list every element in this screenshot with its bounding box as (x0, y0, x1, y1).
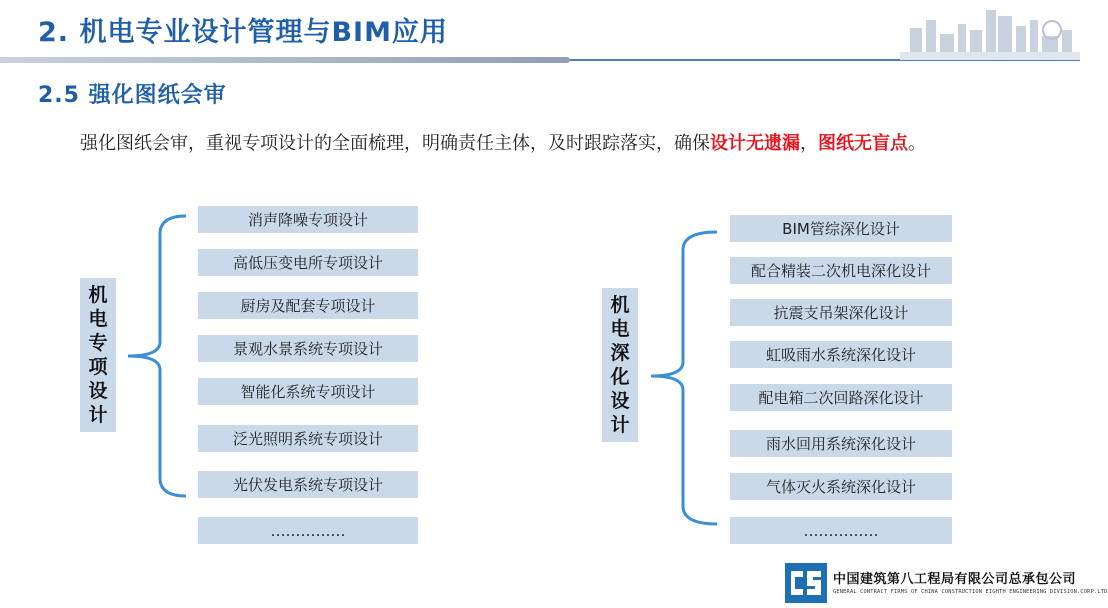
company-name-cn: 中国建筑第八工程局有限公司总承包公司 (833, 572, 1077, 587)
intro-highlight-2: 图纸无盲点 (818, 133, 908, 154)
right-item: 配电箱二次回路深化设计 (730, 384, 952, 411)
right-item: 雨水回用系统深化设计 (730, 430, 952, 457)
page-title: 2. 机电专业设计管理与BIM应用 (38, 17, 448, 48)
left-item: 景观水景系统专项设计 (198, 335, 418, 362)
right-item: 配合精装二次机电深化设计 (730, 257, 952, 284)
intro-highlight-1: 设计无遗漏 (710, 133, 800, 154)
left-label-char: 设 (88, 380, 108, 402)
right-item: BIM管综深化设计 (730, 215, 952, 242)
right-label-char: 计 (610, 414, 630, 436)
right-item: 抗震支吊架深化设计 (730, 299, 952, 326)
left-label-char: 项 (88, 356, 108, 378)
intro-end: 。 (908, 133, 926, 154)
left-label-char: 机 (88, 284, 108, 306)
right-item: 气体灭火系统深化设计 (730, 473, 952, 500)
section-title: 2.5 强化图纸会审 (38, 83, 227, 108)
city-skyline-icon (880, 0, 1080, 60)
left-item: 智能化系统专项设计 (198, 378, 418, 405)
left-item: 光伏发电系统专项设计 (198, 471, 418, 498)
right-item: …………… (730, 517, 952, 544)
right-group-brace (645, 228, 721, 528)
left-item: 泛光照明系统专项设计 (198, 425, 418, 452)
intro-paragraph (80, 129, 926, 155)
cscec-logo-icon (785, 563, 827, 603)
company-name-en: GENERAL CONTRACT FIRMS OF CHINA CONSTRUCTION EIGHTH ENGINEERING DIVISION.CORP.LTD (833, 589, 1108, 595)
intro-text: 强化图纸会审，重视专项设计的全面梳理，明确责任主体，及时跟踪落实，确保 (80, 133, 710, 154)
left-group-brace (120, 212, 190, 500)
left-label-char: 计 (88, 404, 108, 426)
right-label-char: 设 (610, 390, 630, 412)
left-group-label (80, 278, 116, 432)
right-group-label (602, 288, 638, 442)
intro-separator: ， (800, 133, 818, 154)
right-label-char: 化 (610, 366, 630, 388)
left-label-char: 电 (88, 308, 108, 330)
right-label-char: 电 (610, 318, 630, 340)
left-label-char: 专 (88, 332, 108, 354)
left-item: 消声降噪专项设计 (198, 206, 418, 233)
header-divider-accent (0, 57, 570, 63)
right-label-char: 深 (610, 342, 630, 364)
right-item: 虹吸雨水系统深化设计 (730, 341, 952, 368)
left-item: …………… (198, 517, 418, 544)
left-item: 高低压变电所专项设计 (198, 249, 418, 276)
left-item: 厨房及配套专项设计 (198, 292, 418, 319)
right-label-char: 机 (610, 294, 630, 316)
